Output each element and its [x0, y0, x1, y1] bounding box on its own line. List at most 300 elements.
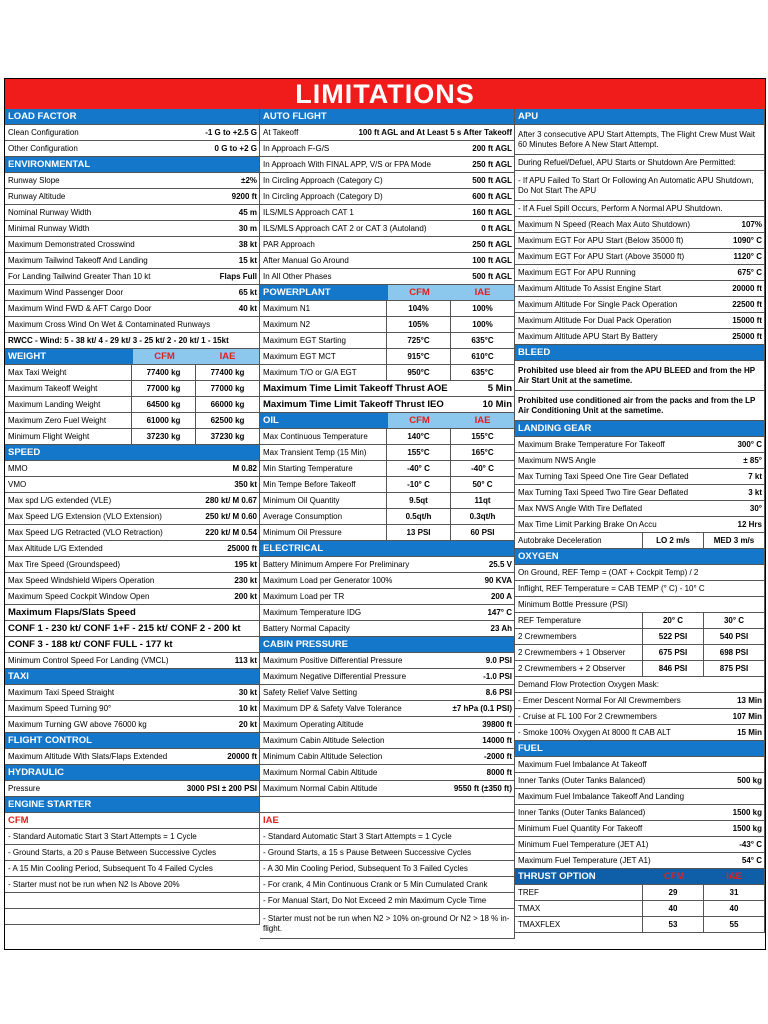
- limit-label: TMAX: [518, 904, 541, 913]
- value-iae: 100%: [450, 317, 514, 332]
- limit-row: [260, 893, 515, 909]
- limit-value: 22500 ft: [732, 300, 762, 309]
- limit-row: [515, 233, 765, 249]
- limit-label: Maximum EGT Starting: [263, 336, 346, 345]
- value-cfm: 915°C: [386, 349, 450, 364]
- limit-label: - Smoke 100% Oxygen At 8000 ft CAB ALT: [518, 728, 671, 737]
- section-header: [515, 869, 765, 885]
- limit-label: Minimum Control Speed For Landing (VMCL): [8, 656, 169, 665]
- limit-value: 250 ft AGL: [472, 240, 512, 249]
- limit-value: -1 G to +2.5 G: [205, 128, 257, 137]
- limit-row: [515, 313, 765, 329]
- limit-row: [260, 301, 515, 317]
- limit-value: 39800 ft: [482, 720, 512, 729]
- limit-label: Maximum Temperature IDG: [263, 608, 362, 617]
- value-iae: 37230 kg: [195, 429, 259, 444]
- limit-label: - Starter must not be run when N2 > 10% on-ground Or N2 > 18 % in-flight.: [263, 913, 510, 933]
- limit-label: Maximum Speed Cockpit Window Open: [8, 592, 150, 601]
- section-header: [5, 765, 260, 781]
- limit-value: 1090° C: [733, 236, 762, 245]
- limit-label: - Emer Descent Normal For All Crewmembers: [518, 696, 681, 705]
- limit-row: [515, 297, 765, 313]
- value-iae: 50° C: [450, 477, 514, 492]
- section-header: [515, 549, 765, 565]
- limit-value: 10 Min: [482, 399, 512, 410]
- limit-row: [515, 661, 765, 677]
- value-cfm: 0.5qt/h: [386, 509, 450, 524]
- limit-label: Min Starting Temperature: [263, 464, 353, 473]
- value-iae: 55: [703, 917, 764, 932]
- section-header: [515, 109, 765, 125]
- limit-value: 15 kt: [238, 256, 257, 265]
- limit-row: [260, 621, 515, 637]
- limit-row: [515, 391, 765, 421]
- section-header: [5, 797, 260, 813]
- limit-row: [5, 717, 260, 733]
- limit-row: [515, 709, 765, 725]
- limit-row: [5, 413, 260, 429]
- limit-label: Minimum Bottle Pressure (PSI): [518, 600, 628, 609]
- limit-row: [515, 453, 765, 469]
- limit-row: [515, 885, 765, 901]
- limit-row: [515, 853, 765, 869]
- limit-row: [515, 501, 765, 517]
- limit-row: [515, 565, 765, 581]
- limit-row: [5, 685, 260, 701]
- section-header: [5, 349, 260, 365]
- limit-value: 100 ft AGL and At Least 5 s After Takeoff: [358, 128, 512, 137]
- value-cfm: 29: [642, 885, 703, 900]
- limit-row: [5, 285, 260, 301]
- limit-value: 3 kt: [748, 488, 762, 497]
- limit-value: ±2%: [241, 176, 257, 185]
- limit-row: [5, 637, 260, 653]
- section-title: FUEL: [518, 743, 543, 754]
- value-cfm: 155°C: [386, 445, 450, 460]
- value-iae: 40: [703, 901, 764, 916]
- limit-label: After 3 consecutive APU Start Attempts, The Flight Crew Must Wait 60 Minutes Before A New Start Attempt.: [518, 129, 755, 149]
- limit-label: Minimum Fuel Temperature (JET A1): [518, 840, 649, 849]
- limit-label: In All Other Phases: [263, 272, 332, 281]
- limit-row: [260, 397, 515, 413]
- column-header-iae: IAE: [704, 869, 764, 884]
- limit-row: [515, 517, 765, 533]
- limit-value: 107%: [741, 220, 762, 229]
- limit-label: In Approach With FINAL APP, V/S or FPA Mode: [263, 160, 431, 169]
- value-iae: 30° C: [703, 613, 764, 628]
- limit-label: Prohibited use bleed air from the APU BLEED and from the HP Air Start Unit at the sametime.: [518, 365, 755, 385]
- value-iae: 540 PSI: [703, 629, 764, 644]
- section-title: POWERPLANT: [263, 287, 331, 298]
- limit-label: Max Transient Temp (15 Min): [263, 448, 367, 457]
- limit-row: [515, 629, 765, 645]
- limit-row: [260, 669, 515, 685]
- limit-label: Maximum Operating Altitude: [263, 720, 364, 729]
- limit-label: - Starter must not be run when N2 Is Above 20%: [8, 880, 180, 889]
- section-header: [260, 413, 515, 429]
- limit-label: Maximum Time Limit Takeoff Thrust IEO: [263, 399, 444, 410]
- limit-value: 30 kt: [238, 688, 257, 697]
- limit-value: 15000 ft: [732, 316, 762, 325]
- limit-label: Max NWS Angle With Tire Deflated: [518, 504, 643, 513]
- limit-row: [5, 317, 260, 333]
- limit-row: [260, 141, 515, 157]
- limit-value: 65 kt: [238, 288, 257, 297]
- section-title: OXYGEN: [518, 551, 559, 562]
- value-cfm: 522 PSI: [642, 629, 703, 644]
- limit-label: Min Tempe Before Takeoff: [263, 480, 356, 489]
- limit-value: 250 ft AGL: [472, 160, 512, 169]
- limit-label: Max Altitude L/G Extended: [8, 544, 103, 553]
- limit-label: Runway Altitude: [8, 192, 66, 201]
- limit-label: Maximum Wind FWD & AFT Cargo Door: [8, 304, 152, 313]
- section-title: APU: [518, 111, 539, 122]
- limit-row: [5, 829, 260, 845]
- limit-label: Maximum DP & Safety Valve Tolerance: [263, 704, 402, 713]
- limit-row: [260, 173, 515, 189]
- column-left: [5, 109, 260, 925]
- limit-label: Max Continuous Temperature: [263, 432, 368, 441]
- limit-row: [260, 237, 515, 253]
- limit-label: Minimum Cabin Altitude Selection: [263, 752, 383, 761]
- value-cfm: 725°C: [386, 333, 450, 348]
- limit-row: [515, 677, 765, 693]
- limit-label: - If APU Failed To Start Or Following An Automatic APU Shutdown, Do Not Start The APU: [518, 175, 754, 195]
- limit-row: [260, 429, 515, 445]
- limit-value: 600 ft AGL: [472, 192, 512, 201]
- limit-value: 200 ft AGL: [472, 144, 512, 153]
- limit-row: [515, 201, 765, 217]
- limit-value: 113 kt: [234, 656, 257, 665]
- limit-row: [5, 333, 260, 349]
- limit-row: [515, 917, 765, 933]
- limit-row: [260, 701, 515, 717]
- column-header-cfm: CFM: [388, 285, 451, 300]
- limit-label: Minimum Fuel Quantity For Takeoff: [518, 824, 643, 833]
- limit-row: [515, 437, 765, 453]
- limit-value: 195 kt: [234, 560, 257, 569]
- limit-row: [260, 589, 515, 605]
- limit-label: Minimum Oil Quantity: [263, 496, 340, 505]
- section-title: TAXI: [8, 671, 29, 682]
- limit-label: CONF 3 - 188 kt/ CONF FULL - 177 kt: [8, 639, 173, 650]
- section-header: [260, 637, 515, 653]
- limit-label: Maximum Altitude For Dual Pack Operation: [518, 316, 672, 325]
- section-title: SPEED: [8, 447, 41, 458]
- value-cfm: 13 PSI: [386, 525, 450, 540]
- limit-label: Maximum Cross Wind On Wet & Contaminated Runways: [8, 320, 211, 329]
- limit-label: Maximum EGT For APU Running: [518, 268, 636, 277]
- limit-value: 20000 ft: [227, 752, 257, 761]
- limit-label: - For Manual Start, Do Not Exceed 2 min Maximum Cycle Time: [263, 896, 487, 905]
- section-header: [5, 109, 260, 125]
- value-cfm: 40: [642, 901, 703, 916]
- limit-label: Maximum Speed Turning 90°: [8, 704, 112, 713]
- limit-value: 90 KVA: [484, 576, 512, 585]
- limit-label: - A 15 Min Cooling Period, Subsequent To 4 Failed Cycles: [8, 864, 213, 873]
- section-title: CABIN PRESSURE: [263, 639, 348, 650]
- limit-value: 25000 ft: [227, 544, 257, 553]
- limit-row: [515, 837, 765, 853]
- value-iae: 610°C: [450, 349, 514, 364]
- limit-value: 8000 ft: [486, 768, 512, 777]
- limit-row: [515, 757, 765, 773]
- limit-row: [515, 725, 765, 741]
- limit-value: 1500 kg: [732, 808, 762, 817]
- section-title: ENVIRONMENTAL: [8, 159, 91, 170]
- limit-label: Maximum Normal Cabin Altitude: [263, 784, 378, 793]
- limit-value: 38 kt: [238, 240, 257, 249]
- limit-label: Maximum Fuel Imbalance At Takeoff: [518, 760, 647, 769]
- limit-label: Safety Relief Valve Setting: [263, 688, 358, 697]
- limit-value: 500 kg: [737, 776, 762, 785]
- limit-row: [515, 533, 765, 549]
- limit-value: 1120° C: [733, 252, 762, 261]
- limit-label: MMO: [8, 464, 28, 473]
- limit-label: Maximum N2: [263, 320, 311, 329]
- limit-row: [515, 789, 765, 805]
- limit-row: [515, 329, 765, 345]
- limit-label: Maximum Altitude APU Start By Battery: [518, 332, 658, 341]
- limit-row: [260, 781, 515, 797]
- section-title: WEIGHT: [8, 351, 46, 362]
- limit-row: [515, 581, 765, 597]
- column-header-cfm: CFM: [388, 413, 451, 428]
- limit-row: [5, 477, 260, 493]
- limit-label: 2 Crewmembers: [518, 632, 577, 641]
- limit-label: Minimal Runway Width: [8, 224, 90, 233]
- limit-label: Max Tire Speed (Groundspeed): [8, 560, 121, 569]
- limit-row: [5, 141, 260, 157]
- limit-row: [515, 217, 765, 233]
- limit-row: [5, 429, 260, 445]
- limit-row: [515, 281, 765, 297]
- limit-row: [260, 509, 515, 525]
- limit-row: [260, 333, 515, 349]
- limit-value: 500 ft AGL: [472, 272, 512, 281]
- limit-row: [260, 365, 515, 381]
- section-header: [260, 541, 515, 557]
- limit-value: Flaps Full: [219, 272, 257, 281]
- limit-row: [5, 861, 260, 877]
- limit-row: [5, 381, 260, 397]
- limit-row: [515, 613, 765, 629]
- limit-row: [260, 861, 515, 877]
- value-iae: 635°C: [450, 365, 514, 380]
- limit-value: 25000 ft: [732, 332, 762, 341]
- limit-row: [515, 125, 765, 155]
- limit-label: Maximum Altitude With Slats/Flaps Extended: [8, 752, 168, 761]
- limit-row: [260, 765, 515, 781]
- limit-value: 12 Hrs: [737, 520, 762, 529]
- limit-label: Inflight, REF Temperature = CAB TEMP (° C) - 10° C: [518, 584, 705, 593]
- engine-variant-label: CFM: [8, 815, 29, 826]
- limit-value: 9.0 PSI: [485, 656, 512, 665]
- limit-row: [5, 893, 260, 909]
- column-right: [515, 109, 765, 933]
- limit-label: - Ground Starts, a 15 s Pause Between Successive Cycles: [263, 848, 472, 857]
- limit-row: [260, 749, 515, 765]
- value-cfm: -40° C: [386, 461, 450, 476]
- limit-label: Max spd L/G extended (VLE): [8, 496, 112, 505]
- limit-row: [515, 249, 765, 265]
- value-cfm: 846 PSI: [642, 661, 703, 676]
- limit-row: [515, 265, 765, 281]
- limit-label: - Cruise at FL 100 For 2 Crewmembers: [518, 712, 657, 721]
- section-title: ELECTRICAL: [263, 543, 324, 554]
- value-cfm: 37230 kg: [131, 429, 195, 444]
- limit-value: 8.6 PSI: [485, 688, 512, 697]
- limit-row: [515, 155, 765, 171]
- limit-label: Max Speed Windshield Wipers Operation: [8, 576, 155, 585]
- limit-value: 9200 ft: [231, 192, 257, 201]
- value-iae: 0.3qt/h: [450, 509, 514, 524]
- limit-value: 30 m: [238, 224, 257, 233]
- value-cfm: LO 2 m/s: [642, 533, 703, 548]
- limit-value: -2000 ft: [483, 752, 512, 761]
- limit-label: CONF 1 - 230 kt/ CONF 1+F - 215 kt/ CONF 2 - 200 kt: [8, 623, 241, 634]
- limit-label: Other Configuration: [8, 144, 78, 153]
- limit-label: Maximum Turning GW above 76000 kg: [8, 720, 147, 729]
- limit-row: [5, 365, 260, 381]
- limit-row: [260, 221, 515, 237]
- limit-label: Inner Tanks (Outer Tanks Balanced): [518, 808, 646, 817]
- value-iae: 875 PSI: [703, 661, 764, 676]
- limit-label: At Takeoff: [263, 128, 299, 137]
- limit-row: [260, 797, 515, 813]
- limit-value: ±7 hPa (0.1 PSI): [452, 704, 512, 713]
- limit-label: In Circling Approach (Category C): [263, 176, 383, 185]
- limit-label: TMAXFLEX: [518, 920, 561, 929]
- limit-label: - If A Fuel Spill Occurs, Perform A Normal APU Shutdown.: [518, 204, 723, 213]
- limit-label: Inner Tanks (Outer Tanks Balanced): [518, 776, 646, 785]
- limit-value: 54° C: [741, 856, 762, 865]
- limit-row: [5, 221, 260, 237]
- limit-value: 0 G to +2 G: [214, 144, 257, 153]
- limit-label: 2 Crewmembers + 2 Observer: [518, 664, 626, 673]
- value-iae: -40° C: [450, 461, 514, 476]
- limit-row: [260, 877, 515, 893]
- limit-label: Maximum Flaps/Slats Speed: [8, 607, 136, 618]
- limit-value: 14000 ft: [482, 736, 512, 745]
- value-cfm: 105%: [386, 317, 450, 332]
- limit-row: [5, 301, 260, 317]
- limit-row: [260, 461, 515, 477]
- limit-row: [260, 557, 515, 573]
- limit-row: [260, 525, 515, 541]
- limit-value: 25.5 V: [488, 560, 512, 569]
- column-header-iae: IAE: [196, 349, 259, 364]
- limit-value: 675° C: [737, 268, 762, 277]
- value-iae: 11qt: [450, 493, 514, 508]
- limit-label: Maximum Altitude To Assist Engine Start: [518, 284, 662, 293]
- section-title: THRUST OPTION: [518, 871, 596, 882]
- limit-label: PAR Approach: [263, 240, 315, 249]
- column-header-cfm: CFM: [133, 349, 196, 364]
- limit-row: [260, 733, 515, 749]
- section-title: AUTO FLIGHT: [263, 111, 327, 122]
- engine-variant-header: [260, 813, 515, 829]
- limit-label: Maximum NWS Angle: [518, 456, 596, 465]
- limit-row: [5, 781, 260, 797]
- limit-row: [515, 645, 765, 661]
- limit-row: [5, 877, 260, 893]
- limit-value: 20 kt: [238, 720, 257, 729]
- limit-row: [260, 605, 515, 621]
- limit-label: - A 30 Min Cooling Period, Subsequent To 3 Failed Cycles: [263, 864, 468, 873]
- limit-label: Max Turning Taxi Speed Two Tire Gear Deflated: [518, 488, 689, 497]
- section-header: [260, 109, 515, 125]
- section-header: [515, 741, 765, 757]
- limit-label: Maximum Fuel Temperature (JET A1): [518, 856, 651, 865]
- limit-value: 250 kt/ M 0.60: [205, 512, 257, 521]
- limit-label: Minimum Oil Pressure: [263, 528, 342, 537]
- limit-label: Maximum Tailwind Takeoff And Landing: [8, 256, 148, 265]
- limit-label: Pressure: [8, 784, 41, 793]
- limit-row: [5, 589, 260, 605]
- limit-row: [260, 205, 515, 221]
- value-cfm: 104%: [386, 301, 450, 316]
- limit-row: [260, 493, 515, 509]
- limit-label: For Landing Tailwind Greater Than 10 kt: [8, 272, 151, 281]
- limit-row: [515, 693, 765, 709]
- limit-value: 200 A: [490, 592, 512, 601]
- value-iae: 100%: [450, 301, 514, 316]
- section-title: OIL: [263, 415, 279, 426]
- limit-row: [515, 469, 765, 485]
- limit-value: ± 85°: [743, 456, 762, 465]
- page-title: LIMITATIONS: [5, 79, 765, 109]
- limit-row: [5, 237, 260, 253]
- column-middle: [260, 109, 515, 939]
- limit-label: Maximum Altitude For Single Pack Operation: [518, 300, 678, 309]
- limit-row: [260, 381, 515, 397]
- limit-value: 230 kt: [234, 576, 257, 585]
- limit-label: During Refuel/Defuel, APU Starts or Shutdown Are Permitted:: [518, 158, 736, 167]
- section-header: [260, 285, 515, 301]
- engine-variant-header: [5, 813, 260, 829]
- limit-row: [260, 269, 515, 285]
- engine-variant-label: IAE: [263, 815, 279, 826]
- limit-label: Maximum Landing Weight: [8, 400, 101, 409]
- limit-label: - Ground Starts, a 20 s Pause Between Successive Cycles: [8, 848, 217, 857]
- limit-row: [260, 829, 515, 845]
- column-header-cfm: CFM: [644, 869, 704, 884]
- limit-row: [5, 525, 260, 541]
- value-iae: 155°C: [450, 429, 514, 444]
- limit-label: Max Taxi Weight: [8, 368, 67, 377]
- limit-value: 160 ft AGL: [472, 208, 512, 217]
- limit-label: In Circling Approach (Category D): [263, 192, 383, 201]
- value-cfm: 61000 kg: [131, 413, 195, 428]
- limit-label: Prohibited use conditioned air from the packs and from the LP Air Conditioning Unit at the sametime.: [518, 395, 756, 415]
- limit-row: [515, 597, 765, 613]
- limit-label: Max Time Limit Parking Brake On Accu: [518, 520, 657, 529]
- limit-row: [260, 445, 515, 461]
- value-cfm: 950°C: [386, 365, 450, 380]
- limit-label: On Ground, REF Temp = (OAT + Cockpit Temp) / 2: [518, 568, 699, 577]
- limit-value: 300° C: [737, 440, 762, 449]
- limit-label: Autobrake Deceleration: [518, 536, 602, 545]
- limit-label: - Standard Automatic Start 3 Start Attempts = 1 Cycle: [263, 832, 452, 841]
- limit-label: Nominal Runway Width: [8, 208, 92, 217]
- limit-value: 23 Ah: [490, 624, 512, 633]
- limit-label: - For crank, 4 Min Continuous Crank or 5 Min Cumulated Crank: [263, 880, 488, 889]
- limit-label: RWCC - Wind: 5 - 38 kt/ 4 - 29 kt/ 3 - 25 kt/ 2 - 20 kt/ 1 - 15kt: [8, 336, 229, 345]
- limit-value: 45 m: [238, 208, 257, 217]
- limit-label: ILS/MLS Approach CAT 1: [263, 208, 354, 217]
- limit-value: 13 Min: [737, 696, 762, 705]
